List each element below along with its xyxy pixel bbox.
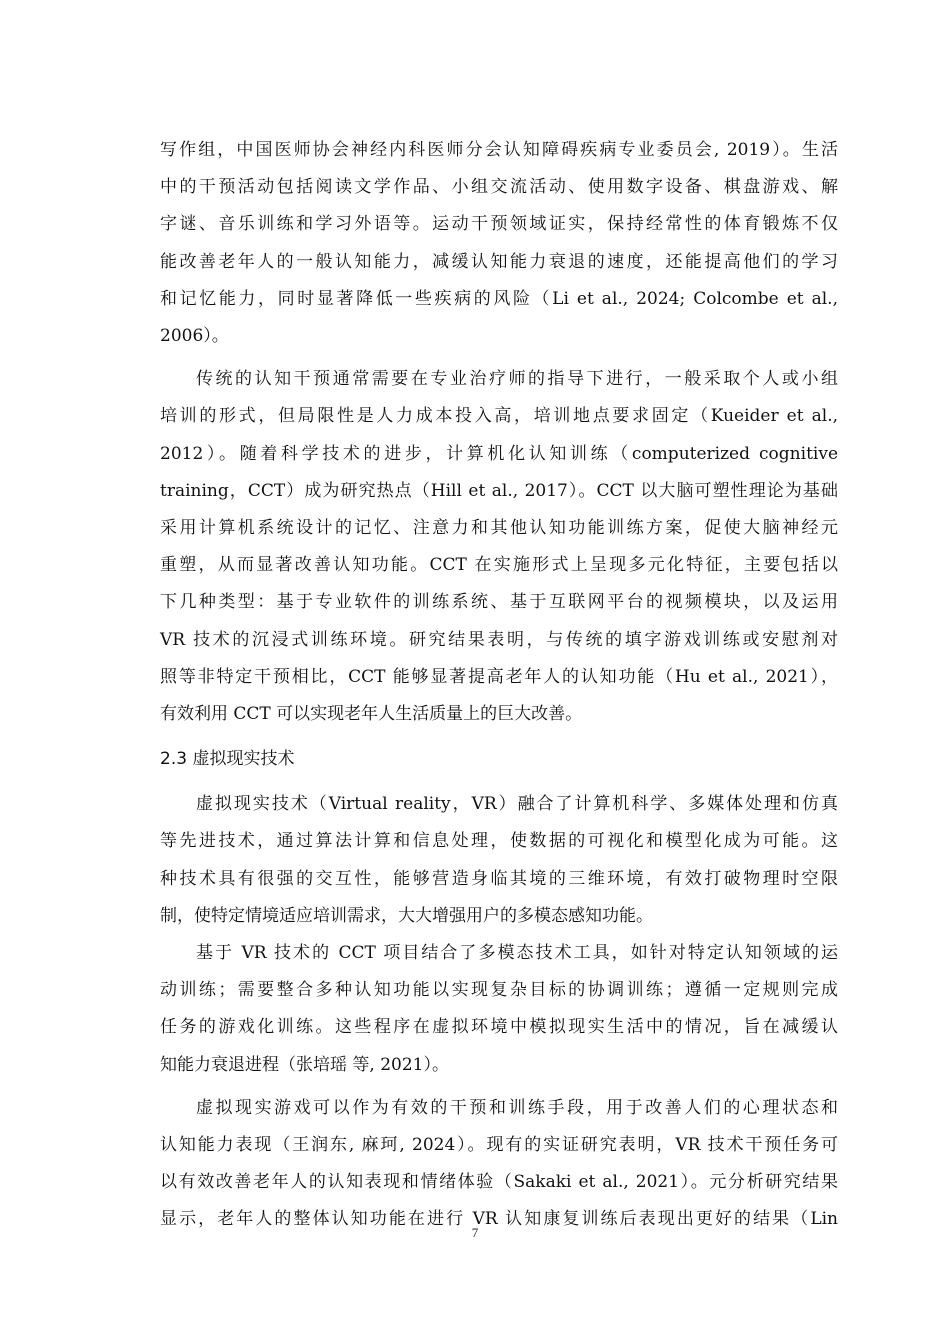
text-line: 照等非特定干预相比，CCT 能够显著提高老年人的认知功能（Hu et al., 2021）， [160,666,838,687]
text-line: 基于 VR 技术的 CCT 项目结合了多模态技术工具，如针对特定认知领域的运 [196,943,838,964]
text-line: training，CCT）成为研究热点（Hill et al., 2017）。CCT 以大脑可塑性理论为基础 [160,480,838,501]
text-line: 以有效改善老年人的认知表现和情绪体验（Sakaki et al., 2021）。元分析研究结果 [160,1172,838,1193]
text-line: 和记忆能力，同时显著降低一些疾病的风险（Li et al., 2024; Colcombe et al., [160,288,838,309]
text-line: 虚拟现实游戏可以作为有效的干预和训练手段，用于改善人们的心理状态和 [196,1097,838,1118]
text-line: 知能力衰退进程（张培瑶 等, 2021）。 [160,1054,449,1075]
text-line: 采用计算机系统设计的记忆、注意力和其他认知功能训练方案，促使大脑神经元 [160,518,838,539]
text-line: 虚拟现实技术（Virtual reality，VR）融合了计算机科学、多媒体处理和仿真 [196,794,838,815]
paragraph-cognitive-interventions [160,132,838,355]
paragraph-vr-games [160,1090,838,1239]
text-line: VR 技术的沉浸式训练环境。研究结果表明，与传统的填字游戏训练或安慰剂对 [160,629,838,650]
text-line: 字谜、音乐训练和学习外语等。运动干预领域证实，保持经常性的体育锻炼不仅 [160,214,838,235]
text-line: 能改善老年人的一般认知能力，减缓认知能力衰退的速度，还能提高他们的学习 [160,251,838,272]
text-line: 制，使特定情境适应培训需求，大大增强用户的多模态感知功能。 [160,905,653,926]
text-line: 写作组，中国医师协会神经内科医师分会认知障碍疾病专业委员会, 2019）。生活 [160,140,838,160]
text-line: 传统的认知干预通常需要在专业治疗师的指导下进行，一般采取个人或小组 [196,369,838,390]
paragraph-vr-cct [160,935,838,1084]
text-line: 种技术具有很强的交互性，能够营造身临其境的三维环境，有效打破物理时空限 [160,868,838,889]
text-line: 2006）。 [160,326,229,347]
text-line: 任务的游戏化训练。这些程序在虚拟环境中模拟现实生活中的情况，旨在减缓认 [160,1017,838,1038]
paragraph-vr-definition [160,786,838,935]
page-number: 7 [471,1225,479,1240]
text-line: 下几种类型：基于专业软件的训练系统、基于互联网平台的视频模块，以及运用 [160,592,838,613]
text-line: 重塑，从而显著改善认知功能。CCT 在实施形式上呈现多元化特征，主要包括以 [160,555,838,576]
text-line: 2012）。随着科学技术的进步，计算机化认知训练（computerized cognitive [160,443,838,464]
section-heading: 2.3 虚拟现实技术 [160,749,295,770]
paragraph-cct [160,361,838,733]
text-line: 等先进技术，通过算法计算和信息处理，使数据的可视化和模型化成为可能。这 [160,831,838,852]
text-line: 有效利用 CCT 可以实现老年人生活质量上的巨大改善。 [160,704,583,725]
text-line: 中的干预活动包括阅读文学作品、小组交流活动、使用数字设备、棋盘游戏、解 [160,177,838,198]
text-line: 显示，老年人的整体认知功能在进行 VR 认知康复训练后表现出更好的结果（Lin [160,1209,838,1230]
text-line: 认知能力表现（王润东, 麻珂, 2024）。现有的实证研究表明，VR 技术干预任务可 [160,1135,838,1156]
document-body [160,132,838,1239]
text-line: 动训练；需要整合多种认知功能以实现复杂目标的协调训练；遵循一定规则完成 [160,980,838,1001]
text-line: 培训的形式，但局限性是人力成本投入高，培训地点要求固定（Kueider et al., [160,406,838,427]
